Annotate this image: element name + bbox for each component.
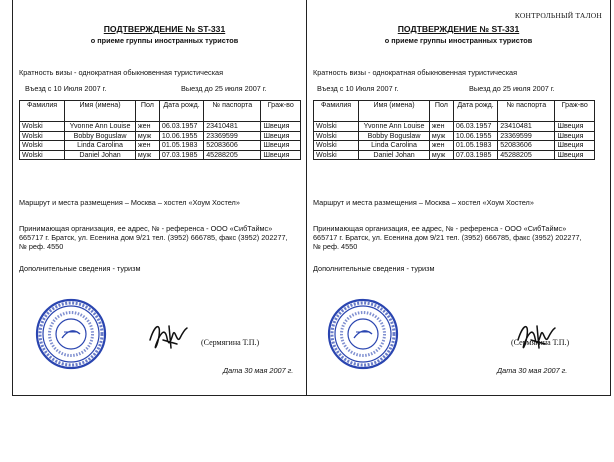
tourist-table xyxy=(19,100,301,160)
header-sex: Пол xyxy=(429,101,453,122)
header-passport: № паспорта xyxy=(204,101,261,122)
confirmation-left xyxy=(12,0,316,396)
document-title: ПОДТВЕРЖДЕНИЕ № ST-331 xyxy=(397,24,520,34)
cell-dob: 06.03.1957 xyxy=(453,122,497,132)
extra-info-line: Дополнительные сведения - туризм xyxy=(19,264,141,273)
cell-name: Linda Carolina xyxy=(359,141,430,151)
table-header-row xyxy=(314,101,595,122)
tourist-table xyxy=(313,100,595,160)
header-surname: Фамилия xyxy=(20,101,65,122)
table-row xyxy=(314,141,595,151)
cell-citizenship: Швеция xyxy=(261,131,301,141)
table-row xyxy=(20,122,301,132)
cell-surname: Wolski xyxy=(20,131,65,141)
cell-passport: 45288205 xyxy=(498,150,555,160)
cell-surname: Wolski xyxy=(314,141,359,151)
host-address-line: 665717 г. Братск, ул. Есенина дом 9/21 тел. (3952) 666785, факс (3952) 202277, xyxy=(313,233,582,242)
table-row xyxy=(314,131,595,141)
cell-citizenship: Швеция xyxy=(555,122,595,132)
signer-name: (Сермягина Т.П.) xyxy=(201,338,260,347)
entry-date: Въезд с 10 Июля 2007 г. xyxy=(25,84,107,93)
header-name: Имя (имена) xyxy=(359,101,430,122)
cell-citizenship: Швеция xyxy=(261,141,301,151)
table-row xyxy=(20,131,301,141)
extra-info-line: Дополнительные сведения - туризм xyxy=(313,264,435,273)
table-header-row xyxy=(20,101,301,122)
cell-name: Daniel Johan xyxy=(65,150,136,160)
entry-date: Въезд с 10 Июля 2007 г. xyxy=(317,84,399,93)
cell-sex: жен xyxy=(429,122,453,132)
signature xyxy=(515,318,559,356)
cell-name: Daniel Johan xyxy=(359,150,430,160)
control-stub-label: КОНТРОЛЬНЫЙ ТАЛОН xyxy=(514,11,602,20)
cell-citizenship: Швеция xyxy=(261,122,301,132)
cell-dob: 10.06.1955 xyxy=(453,131,497,141)
cell-sex: жен xyxy=(429,141,453,151)
exit-date: Выезд до 25 июля 2007 г. xyxy=(181,84,267,93)
document-subtitle: о приеме группы иностранных туристов xyxy=(90,36,239,45)
round-seal xyxy=(327,298,399,370)
cell-surname: Wolski xyxy=(314,150,359,160)
document-title: ПОДТВЕРЖДЕНИЕ № ST-331 xyxy=(103,24,226,34)
table-row xyxy=(20,150,301,160)
visa-line: Кратность визы - однократная обыкновенная туристическая xyxy=(19,68,224,77)
table-row xyxy=(314,150,595,160)
host-org-line: Принимающая организация, ее адрес, № - референса - ООО «СибТаймс» xyxy=(313,224,567,233)
route-line: Маршрут и места размещения – Москва – хостел «Хоум Хостел» xyxy=(313,198,534,207)
table-row xyxy=(20,141,301,151)
cell-passport: 45288205 xyxy=(204,150,261,160)
cell-sex: муж xyxy=(135,131,159,141)
cell-citizenship: Швеция xyxy=(555,141,595,151)
round-seal xyxy=(35,298,107,370)
header-citizenship: Граж-во xyxy=(261,101,301,122)
cell-dob: 06.03.1957 xyxy=(159,122,203,132)
document-date: Дата 30 мая 2007 г. xyxy=(497,366,568,375)
host-ref-line: № реф. 4550 xyxy=(313,242,358,251)
cell-name: Bobby Boguslaw xyxy=(359,131,430,141)
cell-surname: Wolski xyxy=(314,122,359,132)
cell-sex: муж xyxy=(135,150,159,160)
cell-citizenship: Швеция xyxy=(261,150,301,160)
cell-passport: 23410481 xyxy=(204,122,261,132)
route-line: Маршрут и места размещения – Москва – хостел «Хоум Хостел» xyxy=(19,198,240,207)
cell-name: Yvonne Ann Louise xyxy=(65,122,136,132)
header-dob: Дата рожд. xyxy=(453,101,497,122)
host-ref-line: № реф. 4550 xyxy=(19,242,64,251)
cell-dob: 01.05.1983 xyxy=(159,141,203,151)
header-citizenship: Граж-во xyxy=(555,101,595,122)
header-surname: Фамилия xyxy=(314,101,359,122)
cell-dob: 01.05.1983 xyxy=(453,141,497,151)
cell-citizenship: Швеция xyxy=(555,150,595,160)
visa-line: Кратность визы - однократная обыкновенная туристическая xyxy=(313,68,518,77)
cell-name: Yvonne Ann Louise xyxy=(359,122,430,132)
signer-name: (Сермягина Т.П.) xyxy=(511,338,570,347)
cell-sex: муж xyxy=(429,131,453,141)
cell-name: Linda Carolina xyxy=(65,141,136,151)
cell-dob: 07.03.1985 xyxy=(453,150,497,160)
cell-passport: 23410481 xyxy=(498,122,555,132)
cell-sex: жен xyxy=(135,141,159,151)
table-row xyxy=(314,122,595,132)
cell-passport: 23369599 xyxy=(204,131,261,141)
document-date: Дата 30 мая 2007 г. xyxy=(223,366,294,375)
cell-surname: Wolski xyxy=(20,150,65,160)
cell-surname: Wolski xyxy=(314,131,359,141)
cell-passport: 52083606 xyxy=(498,141,555,151)
cell-citizenship: Швеция xyxy=(555,131,595,141)
confirmation-right xyxy=(306,0,611,396)
document-subtitle: о приеме группы иностранных туристов xyxy=(384,36,533,45)
cell-sex: муж xyxy=(429,150,453,160)
cell-name: Bobby Boguslaw xyxy=(65,131,136,141)
signature xyxy=(147,318,191,356)
header-dob: Дата рожд. xyxy=(159,101,203,122)
cell-dob: 07.03.1985 xyxy=(159,150,203,160)
host-address-line: 665717 г. Братск, ул. Есенина дом 9/21 тел. (3952) 666785, факс (3952) 202277, xyxy=(19,233,288,242)
cell-surname: Wolski xyxy=(20,141,65,151)
cell-surname: Wolski xyxy=(20,122,65,132)
exit-date: Выезд до 25 июля 2007 г. xyxy=(469,84,555,93)
header-sex: Пол xyxy=(135,101,159,122)
cell-sex: жен xyxy=(135,122,159,132)
cell-passport: 23369599 xyxy=(498,131,555,141)
cell-passport: 52083606 xyxy=(204,141,261,151)
cell-dob: 10.06.1955 xyxy=(159,131,203,141)
header-passport: № паспорта xyxy=(498,101,555,122)
header-name: Имя (имена) xyxy=(65,101,136,122)
host-org-line: Принимающая организация, ее адрес, № - референса - ООО «СибТаймс» xyxy=(19,224,273,233)
